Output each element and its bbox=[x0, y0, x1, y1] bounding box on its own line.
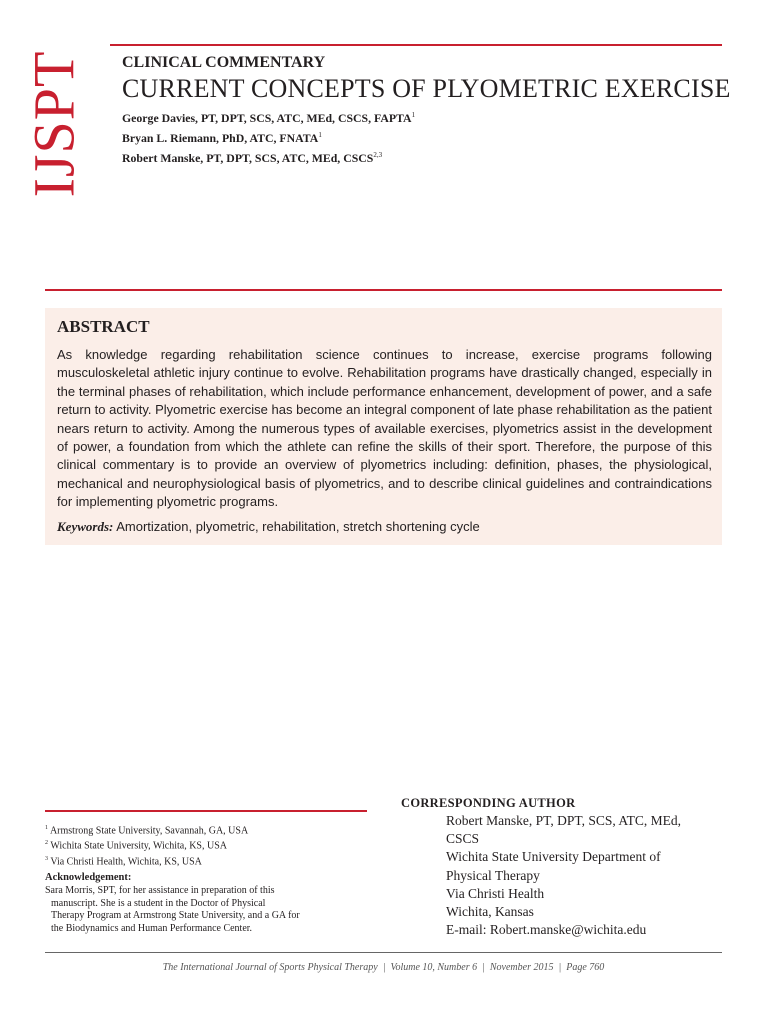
header-top-rule bbox=[110, 44, 722, 46]
affiliation-item: $^3$ Via Christi Health, Wichita, KS, USA bbox=[45, 855, 202, 867]
corresponding-author-details: Robert Manske, PT, DPT, SCS, ATC, MEd, CSCS Wichita State University Department of Physical Therapy Via Christi Health Wichita, Kansas E-mail: Robert.manske@wichita.edu bbox=[446, 812, 681, 939]
journal-logo-text: IJSPT bbox=[21, 50, 87, 198]
author-line: George Davies, PT, DPT, SCS, ATC, MEd, CSCS, FAPTA$^1$ bbox=[122, 110, 416, 125]
affiliation-item: $^1$ Armstrong State University, Savannah, GA, USA bbox=[45, 825, 249, 837]
abstract-heading: ABSTRACT bbox=[57, 317, 150, 336]
acknowledgement-text: Sara Morris, SPT, for her assistance in preparation of this manuscript. She is a student in the Doctor of Physical Therapy Program at Armstrong State University, and a GA for the Biodynamics and Human Performance Center. bbox=[45, 885, 300, 934]
article-type: CLINICAL COMMENTARY bbox=[122, 54, 326, 71]
abstract-top-rule bbox=[45, 289, 722, 291]
author-line: Bryan L. Riemann, PhD, ATC, FNATA$^1$ bbox=[122, 130, 322, 145]
footnote-rule bbox=[45, 810, 367, 812]
footer-rule bbox=[45, 952, 722, 953]
acknowledgement-heading: Acknowledgement: bbox=[45, 872, 132, 883]
keywords-list: Amortization, plyometric, rehabilitation, stretch shortening cycle bbox=[116, 519, 480, 534]
author-list bbox=[122, 107, 415, 167]
keywords-label: Keywords: bbox=[57, 519, 114, 534]
corresponding-email[interactable]: E-mail: Robert.manske@wichita.edu bbox=[446, 922, 647, 938]
page-footer: The International Journal of Sports Physical Therapy | Volume 10, Number 6 | November 2015 | Page 760 bbox=[162, 962, 605, 973]
abstract-text: As knowledge regarding rehabilitation science continues to increase, exercise programs following musculoskeletal athletic injury continue to evolve. Rehabilitation programs have drastically changed, especially in the terminal phases of rehabilitation, which include performance enhancement, development of power, and a safe return to activity. Plyometric exercise has become an integral component of late phase rehabilitation as the patient nears return to activity. Among the numerous types of available exercises, plyometrics assist in the development of power, a foundation from which the athlete can refine the skills of their sport. Therefore, the purpose of this clinical commentary is to provide an overview of plyometrics including: definition, phases, the physiological, mechanical and neurophysiological basis of plyometrics, and to describe clinical guidelines and contraindications for implementing plyometric programs. bbox=[57, 347, 712, 510]
journal-logo bbox=[21, 50, 87, 198]
keywords bbox=[57, 519, 712, 535]
author-line: Robert Manske, PT, DPT, SCS, ATC, MEd, CSCS$^{2,3}$ bbox=[122, 150, 383, 165]
corresponding-author-heading: CORRESPONDING AUTHOR bbox=[401, 796, 576, 810]
affiliation-item: $^2$ Wichita State University, Wichita, KS, USA bbox=[45, 840, 227, 852]
article-title: CURRENT CONCEPTS OF PLYOMETRIC EXERCISE bbox=[122, 74, 731, 103]
affiliations bbox=[45, 822, 248, 868]
